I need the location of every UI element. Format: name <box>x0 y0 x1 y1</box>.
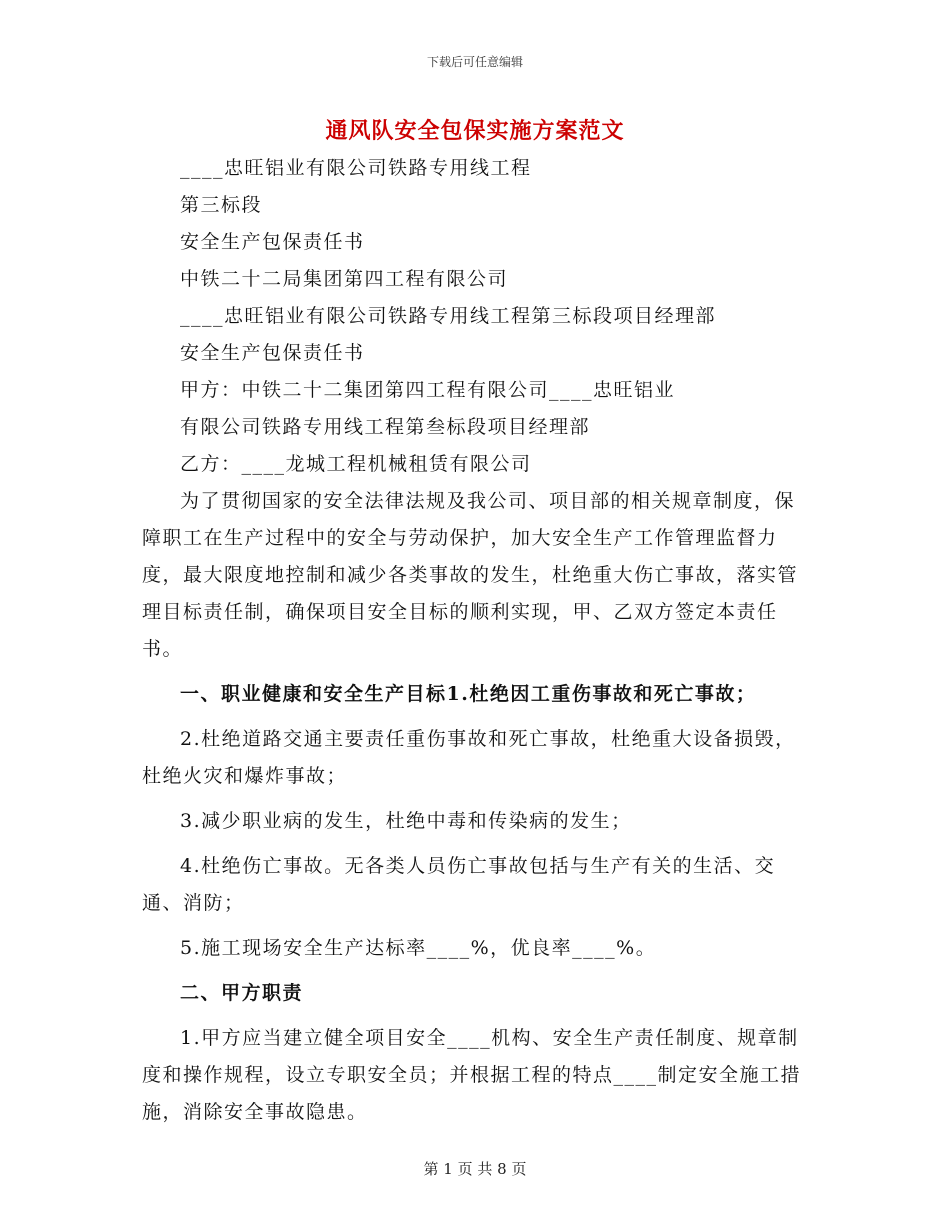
paragraph-goal-5: 5.施工现场安全生产达标率____%，优良率____%。 <box>180 937 657 959</box>
paragraph-intro: 为了贯彻国家的安全法律法规及我公司、项目部的相关规章制度，保障职工在生产过程中的安全与劳动保护，加大安全生产工作管理监督力度，最大限度地控制和减少各类事故的发生，杜绝重大伤亡事故，落实管理目标责任制，确保项目安全目标的顺利实现，甲、乙双方签定本责任书。 <box>142 490 799 660</box>
paragraph-duty-1: 1.甲方应当建立健全项目安全____机构、安全生产责任制度、规章制度和操作规程，设立专职安全员；并根据工程的特点____制定安全施工措施，消除安全事故隐患。 <box>142 1027 802 1123</box>
paragraph-company: 中铁二十二局集团第四工程有限公司 <box>180 268 509 290</box>
paragraph-party-a-cont: 有限公司铁路专用线工程第叁标段项目经理部 <box>180 416 591 438</box>
paragraph-party-b: 乙方：____龙城工程机械租赁有限公司 <box>180 453 532 475</box>
heading-section-1: 一、职业健康和安全生产目标1.杜绝因工重伤事故和死亡事故； <box>180 683 757 705</box>
paragraph-doc-type: 安全生产包保责任书 <box>180 231 365 253</box>
heading-section-2: 二、甲方职责 <box>180 982 304 1004</box>
document-body <box>142 150 812 1131</box>
paragraph-goal-4: 4.杜绝伤亡事故。无各类人员伤亡事故包括与生产有关的生活、交通、消防； <box>142 855 776 914</box>
paragraph-goal-2: 2.杜绝道路交通主要责任重伤事故和死亡事故，杜绝重大设备损毁，杜绝火灾和爆炸事故； <box>142 728 796 787</box>
paragraph-goal-3: 3.减少职业病的发生，杜绝中毒和传染病的发生； <box>180 810 632 832</box>
page-footer: 第 1 页 共 8 页 <box>423 1160 527 1178</box>
header-note: 下载后可任意编辑 <box>426 55 523 69</box>
paragraph-section: 第三标段 <box>180 194 263 216</box>
paragraph-doc-type-2: 安全生产包保责任书 <box>180 342 365 364</box>
paragraph-project-name: ____忠旺铝业有限公司铁路专用线工程 <box>180 157 532 179</box>
document-title: 通风队安全包保实施方案范文 <box>325 118 625 144</box>
paragraph-project-dept: ____忠旺铝业有限公司铁路专用线工程第三标段项目经理部 <box>180 305 717 327</box>
paragraph-party-a: 甲方：中铁二十二集团第四工程有限公司____忠旺铝业 <box>180 379 676 401</box>
